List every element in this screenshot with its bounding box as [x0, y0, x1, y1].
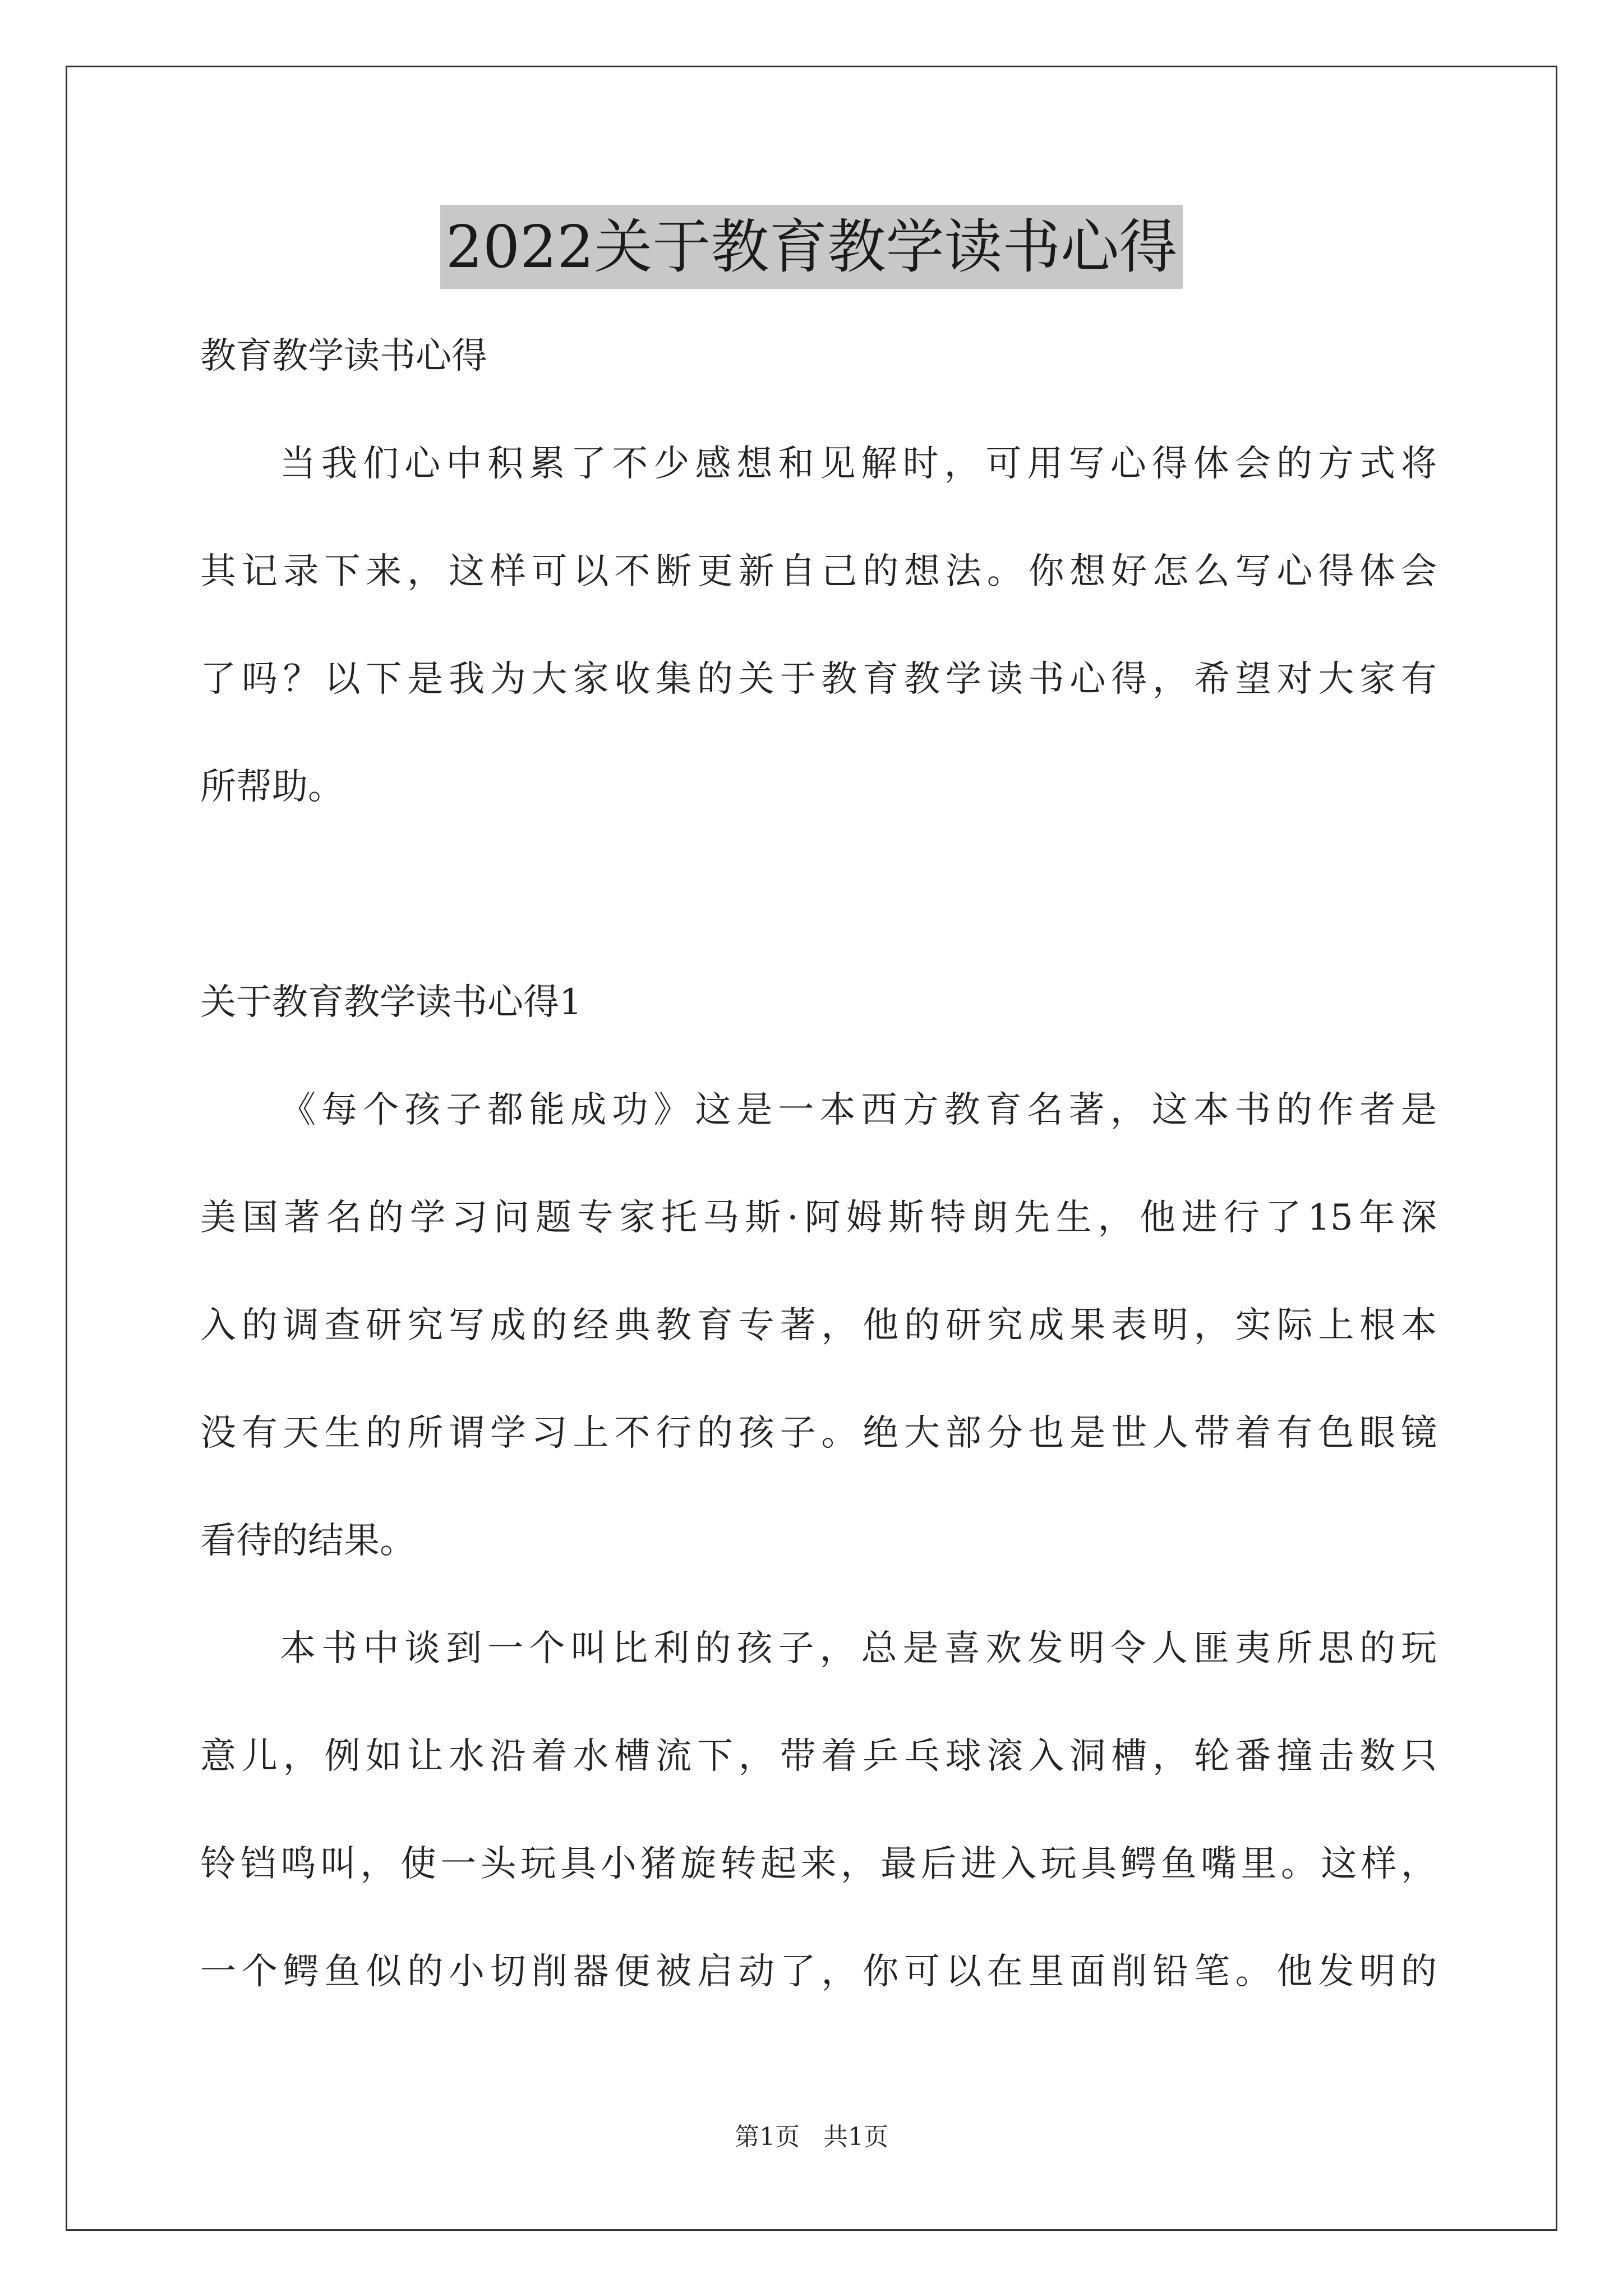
intro-line: 当我们心中积累了不少感想和见解时，可用写心得体会的方式将	[280, 443, 1437, 485]
paragraph1-line: 没有天生的所谓学习上不行的孩子。绝大部分也是世人带着有色眼镜	[200, 1412, 1437, 1454]
intro-line: 所帮助。	[200, 766, 344, 808]
paragraph2-line: 一个鳄鱼似的小切削器便被启动了，你可以在里面削铅笔。他发明的	[200, 1951, 1437, 1993]
paragraph2-line: 本书中谈到一个叫比利的孩子，总是喜欢发明令人匪夷所思的玩	[280, 1628, 1437, 1669]
page-footer: 第1页 共1页	[735, 2123, 888, 2151]
intro-line: 了吗？以下是我为大家收集的关于教育教学读书心得，希望对大家有	[200, 659, 1437, 700]
paragraph1-line: 美国著名的学习问题专家托马斯·阿姆斯特朗先生，他进行了15年深	[200, 1197, 1437, 1239]
paragraph1-line: 《每个孩子都能成功》这是一本西方教育名著，这本书的作者是	[280, 1089, 1437, 1131]
intro-heading: 教育教学读书心得	[200, 335, 487, 377]
title-container	[0, 205, 1623, 289]
intro-line: 其记录下来，这样可以不断更新自己的想法。你想好怎么写心得体会	[200, 551, 1437, 592]
paragraph2-line: 铃铛鸣叫，使一头玩具小猪旋转起来，最后进入玩具鳄鱼嘴里。这样，	[200, 1843, 1437, 1885]
document-body	[200, 302, 1437, 2026]
paragraph2-line: 意儿，例如让水沿着水槽流下，带着乒乓球滚入洞槽，轮番撞击数只	[200, 1736, 1437, 1777]
paragraph1-line: 入的调查研究写成的经典教育专著，他的研究成果表明，实际上根本	[200, 1305, 1437, 1346]
document-title: 2022关于教育教学读书心得	[440, 205, 1183, 289]
section1-heading: 关于教育教学读书心得1	[200, 982, 582, 1023]
blank-line	[200, 841, 1437, 949]
paragraph1-line: 看待的结果。	[200, 1520, 416, 1562]
